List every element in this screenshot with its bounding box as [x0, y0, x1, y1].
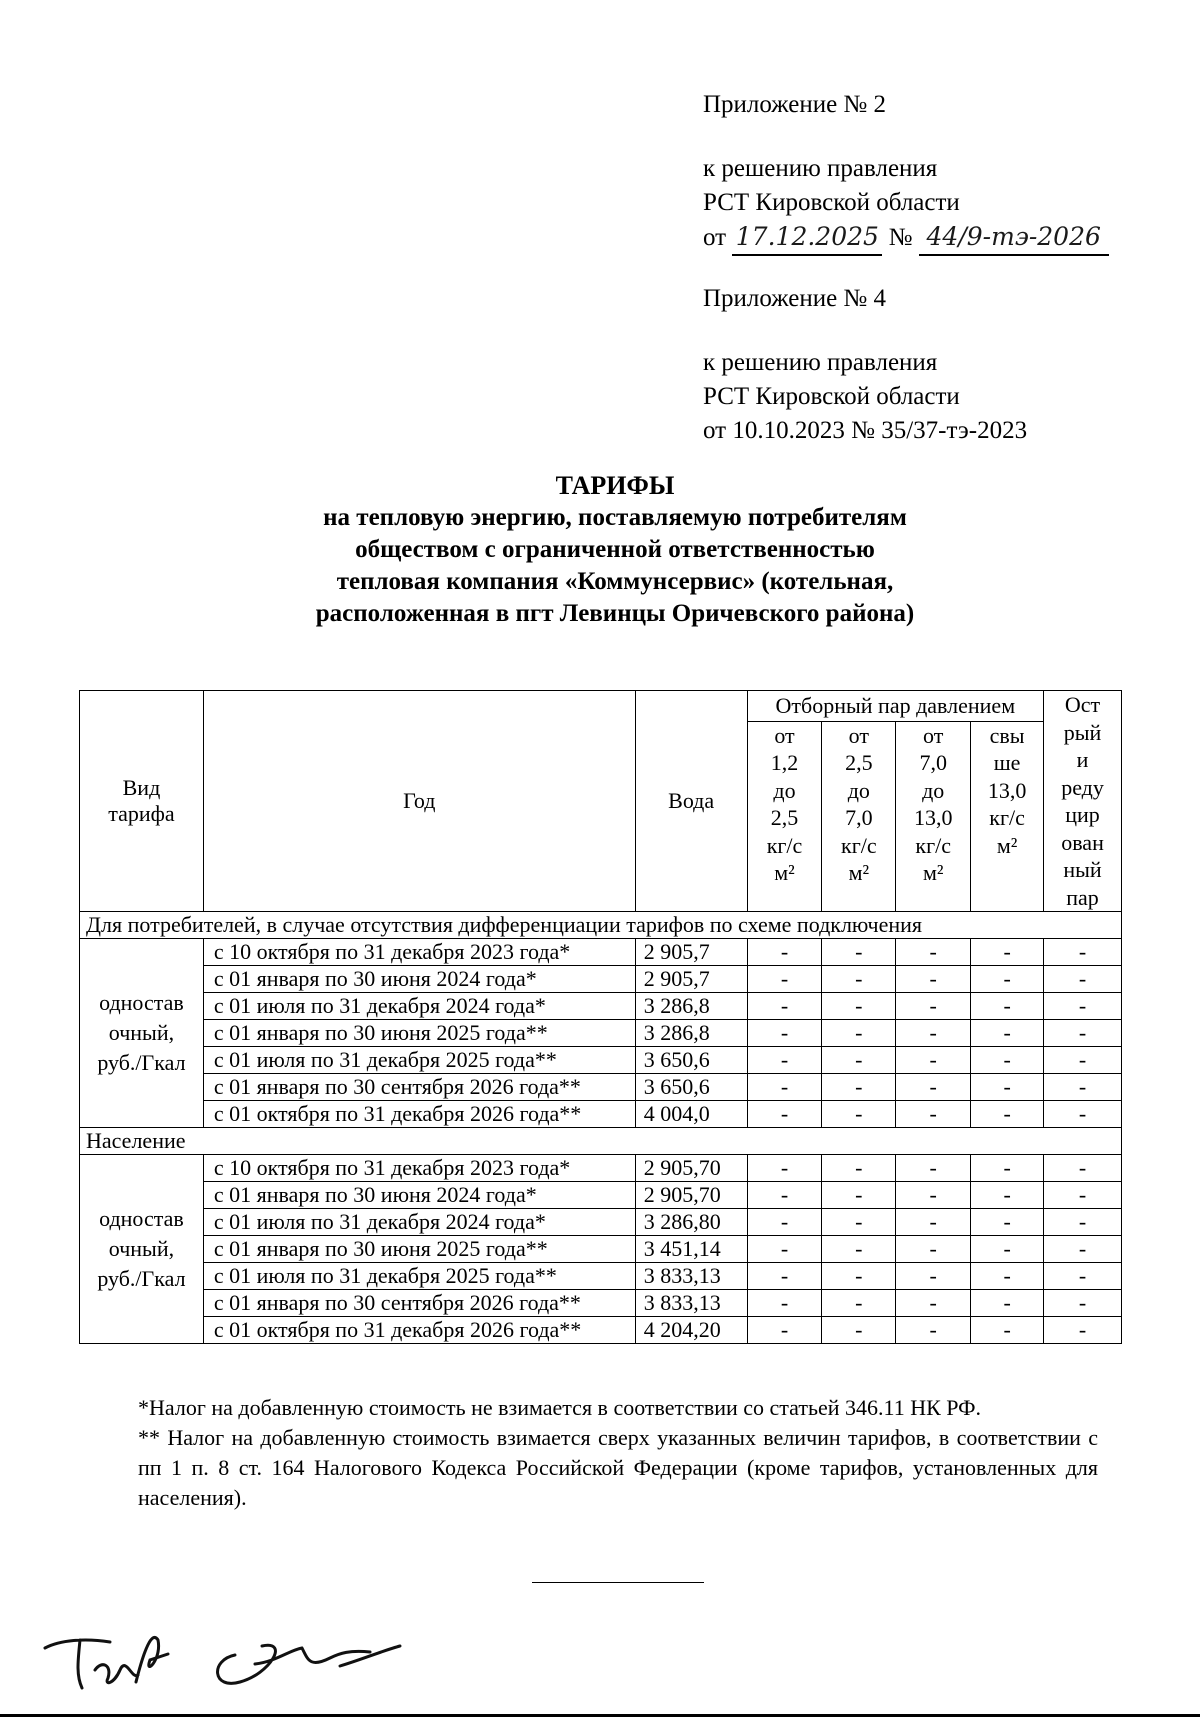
header-steam-line: м² [922, 860, 944, 886]
water-tariff-cell: 4 004,0 [635, 1101, 747, 1128]
header-steam-line: 1,2 [770, 750, 799, 776]
steam-tariff-cell: - [1044, 966, 1122, 993]
steam-tariff-cell: - [747, 1209, 822, 1236]
steam-tariff-cell: - [822, 1263, 896, 1290]
steam-tariff-cell: - [896, 1209, 971, 1236]
water-tariff-cell: 3 286,8 [635, 1020, 747, 1047]
tariff-type-line: одностав [99, 990, 184, 1015]
period-cell: с 01 января по 30 сентября 2026 года** [203, 1074, 635, 1101]
handwritten-number: 44/9-тэ-2026 [919, 220, 1109, 256]
section-title: Население [80, 1128, 1122, 1155]
steam-tariff-cell: - [971, 1020, 1044, 1047]
steam-tariff-cell: - [971, 1209, 1044, 1236]
number-prefix: № [888, 224, 913, 251]
steam-tariff-cell: - [822, 1020, 896, 1047]
table-row [80, 993, 1122, 1020]
steam-tariff-cell: - [896, 1182, 971, 1209]
header-steam-line: м² [774, 860, 795, 886]
steam-tariff-cell: - [1044, 1155, 1122, 1182]
header-steam-group: Отборный пар давлением [747, 691, 1043, 722]
footnote-1: *Налог на добавленную стоимость не взимается в соответствии со статьей 346.11 НК РФ. [138, 1395, 982, 1420]
steam-tariff-cell: - [971, 1101, 1044, 1128]
steam-tariff-cell: - [1044, 1209, 1122, 1236]
section-title-row [80, 912, 1122, 939]
header-sharp-steam-line: ован [1061, 829, 1104, 855]
water-tariff-cell: 2 905,7 [635, 966, 747, 993]
steam-tariff-cell: - [896, 993, 971, 1020]
steam-tariff-cell: - [1044, 1047, 1122, 1074]
water-tariff-cell: 2 905,70 [635, 1182, 747, 1209]
header-steam-line: свы [989, 722, 1025, 748]
steam-tariff-cell: - [1044, 1182, 1122, 1209]
table-row [80, 966, 1122, 993]
heading-line3: тепловая компания «Коммунсервис» (котельная, [336, 568, 894, 595]
table-row [80, 939, 1122, 966]
steam-tariff-cell: - [896, 1290, 971, 1317]
steam-tariff-cell: - [822, 1155, 896, 1182]
steam-tariff-cell: - [971, 1236, 1044, 1263]
tariff-type-cell [80, 939, 204, 1128]
table-row [80, 1074, 1122, 1101]
steam-tariff-cell: - [747, 966, 822, 993]
header-steam-line: 2,5 [845, 750, 873, 776]
header-steam-line: кг/с [766, 832, 803, 858]
steam-tariff-cell: - [896, 1236, 971, 1263]
tariff-type-line: одностав [99, 1206, 184, 1231]
steam-tariff-cell: - [896, 1047, 971, 1074]
document-heading [150, 470, 1080, 630]
steam-tariff-cell: - [822, 1236, 896, 1263]
header-steam-line: 7,0 [919, 750, 947, 776]
header-sharp-steam-line: ный [1063, 857, 1102, 882]
steam-tariff-cell: - [822, 1290, 896, 1317]
period-cell: с 01 января по 30 сентября 2026 года** [203, 1290, 635, 1317]
steam-tariff-cell: - [747, 1236, 822, 1263]
header-steam-line: кг/с [989, 805, 1025, 831]
header-sharp-steam-line: цир [1065, 802, 1100, 827]
steam-tariff-cell: - [896, 1020, 971, 1047]
steam-tariff-cell: - [822, 1182, 896, 1209]
heading-line2: обществом с ограниченной ответственностью [355, 536, 875, 563]
water-tariff-cell: 2 905,70 [635, 1155, 747, 1182]
steam-tariff-cell: - [747, 1290, 822, 1317]
annex-current-line1: к решению правления [703, 155, 938, 182]
table-row [80, 1155, 1122, 1182]
steam-tariff-cell: - [747, 1074, 822, 1101]
period-cell: с 01 октября по 31 декабря 2026 года** [203, 1317, 635, 1344]
header-sharp-steam [1044, 691, 1122, 912]
period-cell: с 01 января по 30 июня 2025 года** [203, 1020, 635, 1047]
header-sharp-steam-line: рый [1063, 719, 1102, 745]
water-tariff-cell: 2 905,7 [635, 939, 747, 966]
period-cell: с 01 июля по 31 декабря 2025 года** [203, 1047, 635, 1074]
steam-tariff-cell: - [822, 1101, 896, 1128]
header-steam-line: до [922, 777, 945, 803]
steam-tariff-cell: - [747, 939, 822, 966]
water-tariff-cell: 3 833,13 [635, 1290, 747, 1317]
water-tariff-cell: 3 451,14 [635, 1236, 747, 1263]
header-steam-line: м² [996, 832, 1018, 858]
header-steam-line: кг/с [915, 832, 951, 858]
header-steam-line: кг/с [841, 832, 877, 858]
water-tariff-cell: 3 650,6 [635, 1047, 747, 1074]
document-title: ТАРИФЫ [555, 471, 675, 500]
table-row [80, 1209, 1122, 1236]
period-cell: с 10 октября по 31 декабря 2023 года* [203, 1155, 635, 1182]
water-tariff-cell: 3 833,13 [635, 1263, 747, 1290]
handwritten-date: 17.12.2025 [732, 220, 882, 256]
header-steam-col-4 [971, 721, 1044, 911]
steam-tariff-cell: - [1044, 993, 1122, 1020]
header-steam-line: 13,0 [987, 777, 1027, 803]
steam-tariff-cell: - [822, 966, 896, 993]
page-bottom-border [0, 1714, 1200, 1717]
tariffs-table [79, 690, 1122, 1344]
section-title: Для потребителей, в случае отсутствия дифференциации тарифов по схеме подключения [80, 912, 1122, 939]
header-steam-col-1 [747, 721, 822, 911]
header-steam-line: м² [848, 860, 870, 886]
header-sharp-steam-line: реду [1061, 774, 1104, 800]
steam-tariff-cell: - [1044, 1074, 1122, 1101]
tariff-type-line: руб./Гкал [97, 1266, 186, 1291]
tariff-type-line: очный, [108, 1020, 175, 1045]
heading-line1: на тепловую энергию, поставляемую потребителям [323, 504, 907, 531]
header-steam-line: 13,0 [913, 805, 953, 831]
period-cell: с 01 июля по 31 декабря 2024 года* [203, 993, 635, 1020]
steam-tariff-cell: - [1044, 1290, 1122, 1317]
header-steam-col-2 [822, 721, 896, 911]
annex-original-line3: от 10.10.2023 № 35/37-тэ-2023 [703, 417, 1028, 444]
header-tariff-type-line2: тарифа [108, 801, 175, 826]
steam-tariff-cell: - [971, 993, 1044, 1020]
header-steam-col-3 [896, 721, 971, 911]
table-row [80, 1290, 1122, 1317]
header-sharp-steam-line: Ост [1064, 692, 1101, 717]
header-tariff-type [80, 691, 204, 912]
steam-tariff-cell: - [971, 939, 1044, 966]
steam-tariff-cell: - [822, 1047, 896, 1074]
period-cell: с 01 января по 30 июня 2025 года** [203, 1236, 635, 1263]
period-cell: с 01 января по 30 июня 2024 года* [203, 966, 635, 993]
annex-original-line2: РСТ Кировской области [703, 383, 960, 410]
handwritten-signature [40, 1620, 420, 1700]
header-sharp-steam-line: и [1076, 747, 1089, 772]
header-steam-line: 7,0 [845, 805, 873, 831]
header-row-1 [80, 691, 1122, 722]
annex-original-line1: к решению правления [703, 349, 938, 376]
period-cell: с 01 июля по 31 декабря 2025 года** [203, 1263, 635, 1290]
steam-tariff-cell: - [1044, 1236, 1122, 1263]
steam-tariff-cell: - [1044, 1101, 1122, 1128]
tariff-type-cell [80, 1155, 204, 1344]
table-row [80, 1182, 1122, 1209]
steam-tariff-cell: - [1044, 1263, 1122, 1290]
steam-tariff-cell: - [896, 939, 971, 966]
from-prefix: от [703, 224, 727, 251]
steam-tariff-cell: - [747, 1020, 822, 1047]
steam-tariff-cell: - [896, 1263, 971, 1290]
steam-tariff-cell: - [747, 1182, 822, 1209]
annex-original [703, 282, 1143, 448]
table-row [80, 1317, 1122, 1344]
header-steam-line: ше [993, 750, 1021, 776]
tariff-type-line: руб./Гкал [97, 1050, 186, 1075]
header-steam-line: от [848, 722, 869, 748]
steam-tariff-cell: - [971, 1074, 1044, 1101]
tariff-type-line: очный, [108, 1236, 175, 1261]
steam-tariff-cell: - [747, 1101, 822, 1128]
heading-line4: расположенная в пгт Левинцы Оричевского района) [315, 600, 915, 627]
annex-current-ref [703, 220, 1143, 256]
steam-tariff-cell: - [822, 939, 896, 966]
footnote-2: ** Налог на добавленную стоимость взимается сверх указанных величин тарифов, в соответствии с пп 1 п. 8 ст. 164 Налогового Кодекса Российской Федерации (кроме тарифов, установленных для населения). [138, 1425, 1098, 1510]
period-cell: с 01 октября по 31 декабря 2026 года** [203, 1101, 635, 1128]
annex-original-title: Приложение № 4 [703, 285, 887, 312]
steam-tariff-cell: - [1044, 1317, 1122, 1344]
water-tariff-cell: 3 286,8 [635, 993, 747, 1020]
steam-tariff-cell: - [971, 1182, 1044, 1209]
steam-tariff-cell: - [1044, 939, 1122, 966]
steam-tariff-cell: - [971, 966, 1044, 993]
steam-tariff-cell: - [747, 1317, 822, 1344]
steam-tariff-cell: - [971, 1290, 1044, 1317]
steam-tariff-cell: - [747, 993, 822, 1020]
steam-tariff-cell: - [747, 1263, 822, 1290]
section-title-row [80, 1128, 1122, 1155]
table-row [80, 1020, 1122, 1047]
steam-tariff-cell: - [896, 1074, 971, 1101]
header-year: Год [203, 691, 635, 912]
period-cell: с 01 января по 30 июня 2024 года* [203, 1182, 635, 1209]
header-steam-line: до [773, 777, 796, 803]
steam-tariff-cell: - [1044, 1020, 1122, 1047]
header-sharp-steam-line: пар [1066, 884, 1099, 910]
steam-tariff-cell: - [822, 993, 896, 1020]
steam-tariff-cell: - [971, 1317, 1044, 1344]
table-row [80, 1263, 1122, 1290]
steam-tariff-cell: - [896, 1317, 971, 1344]
water-tariff-cell: 3 650,6 [635, 1074, 747, 1101]
water-tariff-cell: 3 286,80 [635, 1209, 747, 1236]
steam-tariff-cell: - [822, 1209, 896, 1236]
steam-tariff-cell: - [971, 1047, 1044, 1074]
steam-tariff-cell: - [896, 1101, 971, 1128]
steam-tariff-cell: - [896, 1155, 971, 1182]
steam-tariff-cell: - [971, 1155, 1044, 1182]
annex-current-line2: РСТ Кировской области [703, 189, 960, 216]
steam-tariff-cell: - [747, 1155, 822, 1182]
header-steam-line: от [774, 722, 795, 748]
table-row [80, 1101, 1122, 1128]
annex-current-title: Приложение № 2 [703, 91, 887, 118]
annex-current [703, 88, 1143, 256]
steam-tariff-cell: - [822, 1074, 896, 1101]
steam-tariff-cell: - [971, 1263, 1044, 1290]
steam-tariff-cell: - [822, 1317, 896, 1344]
header-water: Вода [635, 691, 747, 912]
steam-tariff-cell: - [747, 1047, 822, 1074]
header-steam-line: 2,5 [770, 805, 799, 831]
separator-line [532, 1582, 704, 1583]
table-row [80, 1236, 1122, 1263]
table-row [80, 1047, 1122, 1074]
steam-tariff-cell: - [896, 966, 971, 993]
header-tariff-type-line1: Вид [122, 775, 161, 800]
header-steam-line: до [847, 777, 870, 803]
period-cell: с 10 октября по 31 декабря 2023 года* [203, 939, 635, 966]
water-tariff-cell: 4 204,20 [635, 1317, 747, 1344]
header-steam-line: от [923, 722, 944, 748]
period-cell: с 01 июля по 31 декабря 2024 года* [203, 1209, 635, 1236]
